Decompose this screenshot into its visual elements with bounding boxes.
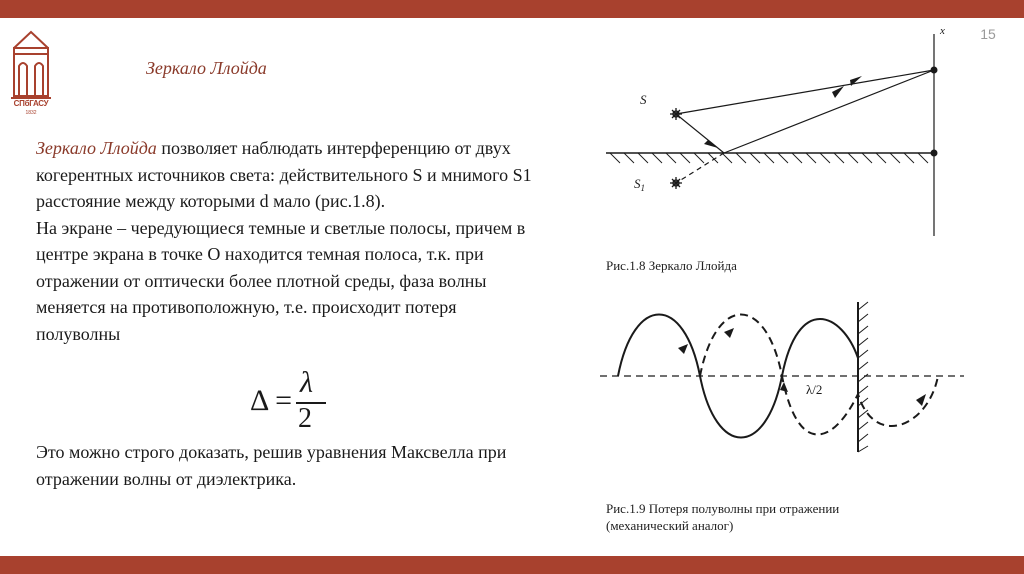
arrow-direct (850, 76, 862, 86)
page-number: 15 (980, 26, 996, 42)
half-wave-formula (250, 366, 340, 438)
source-s1-label: $S_1$ (634, 176, 645, 193)
body-text (36, 135, 536, 347)
virtual-ray (676, 153, 724, 183)
top-accent-bar (0, 0, 1024, 18)
half-wave-loss-diagram (594, 298, 974, 458)
screen-point-o (931, 150, 938, 157)
screen-point-top (931, 67, 938, 74)
body-paragraph-1: позволяет наблюдать интерференцию от двух когерентных источников света: действительного S и мнимого S1 расстояние между которыми d мало (рис.1.8). (36, 138, 532, 211)
wave-label: λ/2 (806, 382, 823, 397)
body-paragraph-2: На экране – чередующиеся темные и светлые полосы, причем в центре экрана в точке О находится темная полоса, т.к. при отражении от оптически более плотной среды, фаза волны меняется на противоположную, т.е. происходит потеря полуволны (36, 217, 526, 344)
lloyd-mirror-diagram (600, 22, 980, 242)
direct-ray (676, 70, 934, 114)
axis-x-label: x (940, 25, 945, 37)
arrow-incident (704, 140, 718, 148)
figure1-caption: Рис.1.8 Зеркало Ллойда (606, 258, 737, 273)
source-s-label: S (640, 92, 647, 107)
bottom-accent-bar (0, 556, 1024, 574)
logo-year: 1832 (25, 110, 37, 116)
reflected-ray (724, 70, 934, 153)
source-s-icon (670, 108, 682, 120)
conclusion-text: Это можно строго доказать, решив уравнения Максвелла при отражении волны от диэлектрика. (36, 442, 507, 489)
figure2-caption: Рис.1.9 Потеря полуволны при отражении (механический аналог) (606, 501, 840, 533)
arrow-reflected-1 (724, 328, 734, 338)
mirror-hatching (610, 153, 928, 163)
logo-name: СПбГАСУ (13, 99, 49, 108)
formula-lhs: Δ = (250, 384, 293, 417)
slide-title: Зеркало Ллойда (146, 58, 267, 78)
body-lead: Зеркало Ллойда (36, 138, 157, 158)
source-s1-icon (670, 177, 682, 189)
arrow-reflected (832, 86, 844, 98)
formula-numerator: λ (300, 366, 313, 399)
reflected-wave (700, 315, 938, 435)
formula-denominator: 2 (298, 403, 312, 434)
wall-hatching (858, 302, 868, 452)
arrow-reflected-2 (916, 394, 926, 406)
arrow-incident-1 (678, 344, 688, 354)
